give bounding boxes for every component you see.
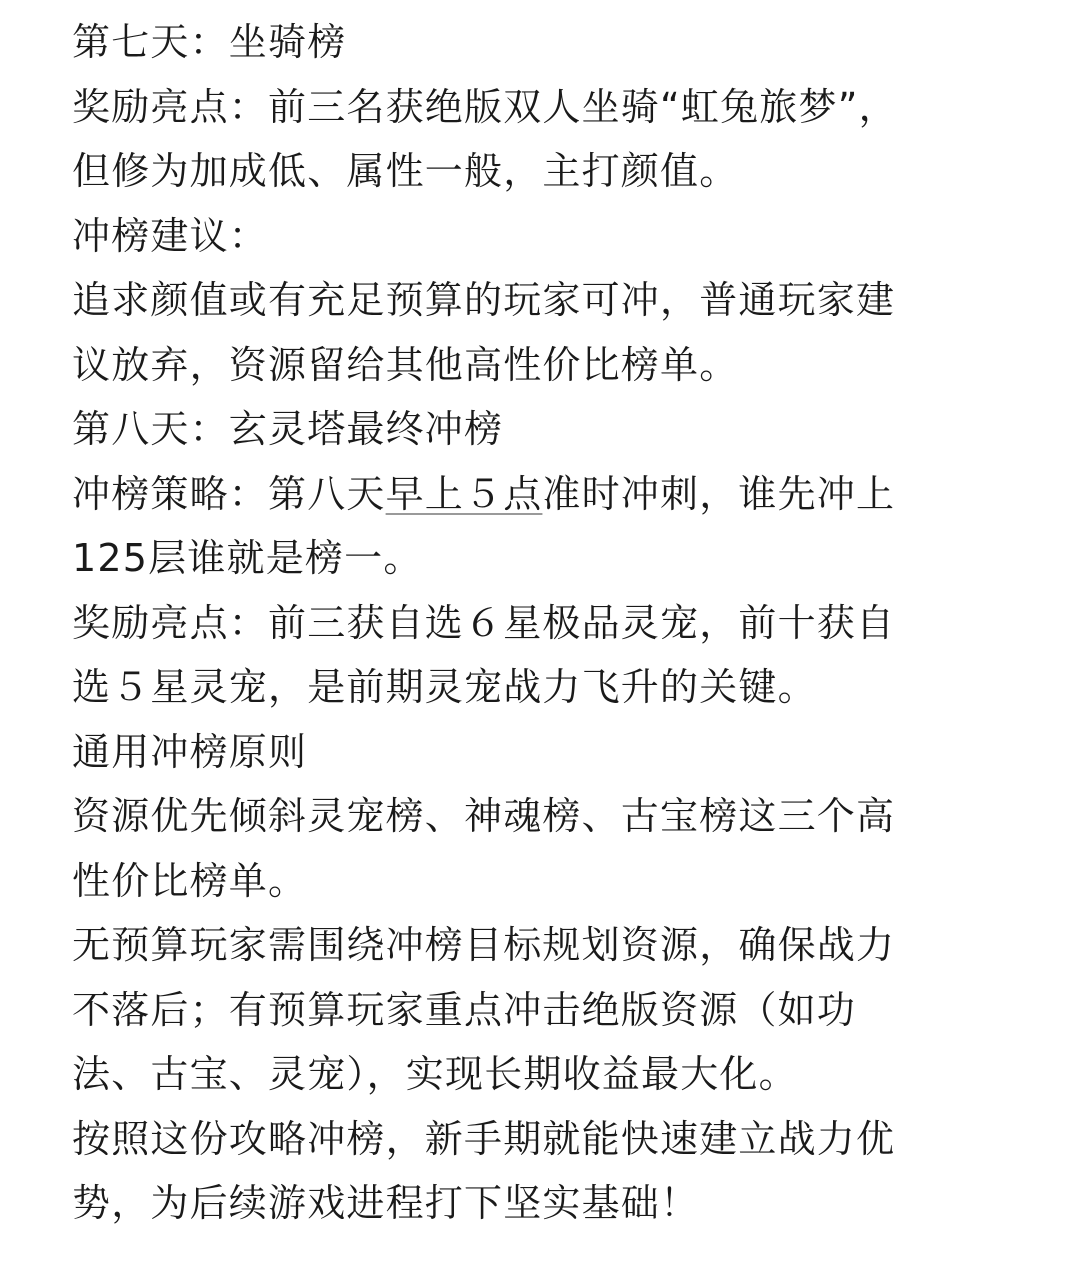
principle-2-line-3: 法、古宝、灵宠），实现长期收益最大化。 [72,1052,798,1096]
day8-reward-line-1: 奖励亮点：前三获自选６星极品灵宠，前十获自 [72,600,896,645]
general-principles-heading: 通用冲榜原则 [72,729,308,774]
day8-strategy-suffix: 准时冲刺，谁先冲上 [542,471,896,516]
closing-line-1: 按照这份攻略冲榜，新手期就能快速建立战力优 [72,1116,896,1161]
day8-strategy-line-1 [72,462,1032,527]
day7-reward-line-2: 但修为加成低、属性一般，主打颜值。 [72,149,739,193]
principle-2-line-1: 无预算玩家需围绕冲榜目标规划资源，确保战力 [72,923,896,967]
day7-reward-line-1: 奖励亮点：前三名获绝版双人坐骑“虹兔旅梦”， [72,84,898,129]
day7-advice-line-1: 追求颜值或有充足预算的玩家可冲，普通玩家建 [72,278,896,322]
principle-1-line-2: 性价比榜单。 [72,858,308,903]
day7-advice-heading: 冲榜建议： [72,213,269,258]
day7-heading: 第七天：坐骑榜 [72,20,347,64]
principle-2-line-2: 不落后；有预算玩家重点冲击绝版资源（如功 [72,987,857,1032]
day8-strategy-time-underlined: 早上５点 [385,471,543,516]
closing-line-2: 势，为后续游戏进程打下坚实基础！ [72,1181,700,1225]
day7-advice-line-2: 议放弃，资源留给其他高性价比榜单。 [72,342,739,387]
day8-reward-line-2: 选５星灵宠，是前期灵宠战力飞升的关键。 [72,665,817,709]
principle-1-line-1: 资源优先倾斜灵宠榜、神魂榜、古宝榜这三个高 [72,794,896,838]
guide-text-body [72,10,1032,1236]
day8-heading: 第八天：玄灵塔最终冲榜 [72,407,504,451]
day8-strategy-prefix: 冲榜策略：第八天 [72,471,386,516]
day8-strategy-line-2: 125层谁就是榜一。 [72,536,423,580]
